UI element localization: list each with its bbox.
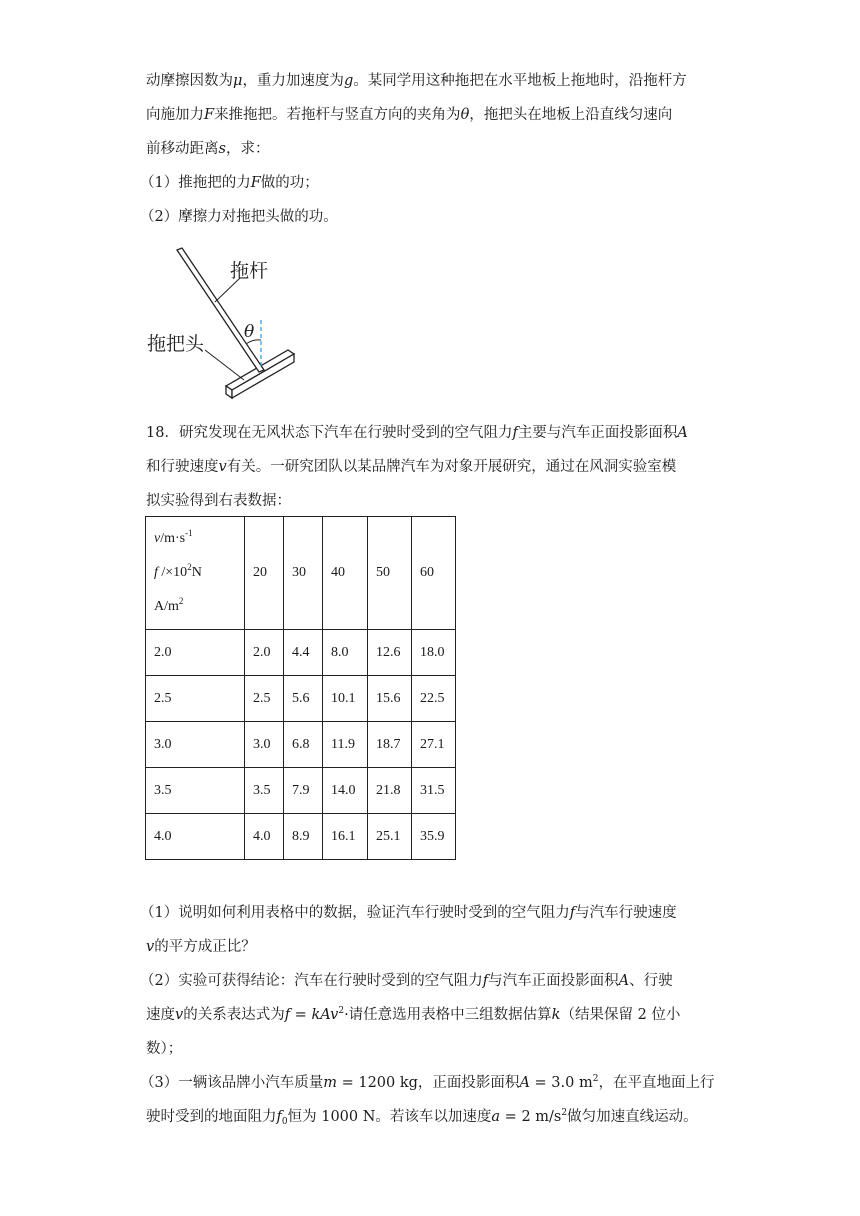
table-cell: 21.8 <box>368 768 412 814</box>
table-row <box>146 722 456 768</box>
text-segment: 18．研究发现在无风状态下汽车在行驶时受到的空气阻力 <box>146 425 513 441</box>
area-cell: 2.0 <box>146 630 245 676</box>
symbol-f: f <box>569 905 576 921</box>
unit-sup: 2 <box>187 562 192 572</box>
symbol-f: f <box>154 565 158 580</box>
q2-line-2 <box>146 1005 680 1025</box>
table-cell: 8.0 <box>323 630 368 676</box>
text-segment: 主要与汽车正面投影面积 <box>517 425 678 441</box>
text-segment: 前移动距离 <box>146 141 219 157</box>
symbol-F: F <box>204 107 215 123</box>
text-segment: = <box>290 1007 312 1023</box>
table-row <box>146 630 456 676</box>
text-segment: ，重力加速度为 <box>242 73 344 89</box>
symbol-mu: μ <box>233 73 243 89</box>
text-segment: = 2 m/s <box>500 1109 562 1125</box>
table-cell: 11.9 <box>323 722 368 768</box>
table-cell: 8.9 <box>284 814 323 860</box>
text-segment: 速度 <box>146 1007 175 1023</box>
text-segment: （结果保留 2 位小 <box>560 1007 681 1023</box>
table-cell: 7.9 <box>284 768 323 814</box>
symbol-f: f <box>482 973 489 989</box>
text-segment: 和行驶速度 <box>146 459 219 475</box>
table-cell: 6.8 <box>284 722 323 768</box>
symbol-a: a <box>491 1109 501 1125</box>
label-rod: 拖杆 <box>230 260 269 282</box>
text-segment: （2）摩擦力对拖把头做的功。 <box>140 209 338 225</box>
symbol-theta: θ <box>460 107 470 123</box>
question-1 <box>140 173 319 193</box>
unit-text: A/m <box>154 599 179 614</box>
label-angle: θ <box>244 322 255 342</box>
symbol-F: F <box>250 175 261 191</box>
speed-header: 20 <box>245 517 284 630</box>
text-segment: 驶时受到的地面阻力 <box>146 1109 277 1125</box>
table-cell: 18.7 <box>368 722 412 768</box>
table-cell: 12.6 <box>368 630 412 676</box>
unit-sup: -1 <box>185 528 193 538</box>
text-segment: = 3.0 m <box>529 1075 593 1091</box>
problem18-line-3 <box>146 491 291 511</box>
speed-header: 60 <box>412 517 456 630</box>
area-cell: 3.5 <box>146 768 245 814</box>
unit-text: /×10 <box>157 565 188 580</box>
table-header-row <box>146 517 456 630</box>
header-v <box>154 522 244 556</box>
table-header-cell <box>146 517 245 630</box>
text-segment: （1）推拖把的力 <box>140 175 251 191</box>
mop-figure <box>140 240 310 405</box>
header-f <box>154 556 244 590</box>
text-segment: 拟实验得到右表数据： <box>146 493 291 509</box>
unit-sup: 2 <box>592 1074 599 1084</box>
symbol-A: A <box>677 425 688 441</box>
q3-line-1 <box>140 1073 714 1093</box>
text-segment: ，在平直地面上行 <box>598 1075 715 1091</box>
table-cell: 25.1 <box>368 814 412 860</box>
text-segment: 恒为 1000 N。若该车以加速度 <box>287 1109 492 1125</box>
symbol-m: m <box>323 1075 337 1091</box>
text-segment: 动摩擦因数为 <box>146 73 233 89</box>
q2-line-1 <box>140 971 673 991</box>
text-segment: 。某同学用这种拖把在水平地板上拖地时，沿拖杆方 <box>353 73 687 89</box>
symbol-k: k <box>551 1007 561 1023</box>
text-segment: （2）实验可获得结论：汽车在行驶时受到的空气阻力 <box>140 973 483 989</box>
symbol-v: v <box>154 531 161 546</box>
text-segment: = 1200 kg，正面投影面积 <box>336 1075 520 1091</box>
table-cell: 4.4 <box>284 630 323 676</box>
text-segment: 的平方成正比？ <box>154 939 256 955</box>
table-cell: 4.0 <box>245 814 284 860</box>
header-A <box>154 590 244 624</box>
unit-text: /m·s <box>160 531 186 546</box>
speed-header: 30 <box>284 517 323 630</box>
problem18-line-2 <box>146 457 676 477</box>
symbol-f0: f <box>276 1109 282 1125</box>
table-cell: 2.0 <box>245 630 284 676</box>
unit-text: N <box>191 565 202 580</box>
table-cell: 14.0 <box>323 768 368 814</box>
table-cell: 3.5 <box>245 768 284 814</box>
text-segment: 的关系表达式为 <box>183 1007 285 1023</box>
symbol-A: A <box>618 973 630 989</box>
area-cell: 4.0 <box>146 814 245 860</box>
symbol-g: g <box>343 73 354 89</box>
text-segment: ，拖把头在地板上沿直线匀速向 <box>469 107 673 123</box>
q1-line-2 <box>146 937 256 957</box>
table-cell: 5.6 <box>284 676 323 722</box>
text-segment: ，求： <box>225 141 270 157</box>
question-2 <box>140 207 338 227</box>
symbol-A: A <box>519 1075 530 1091</box>
table-cell: 3.0 <box>245 722 284 768</box>
symbol-v: v <box>218 459 227 475</box>
problem18-line-1 <box>146 423 688 443</box>
table-row <box>146 768 456 814</box>
speed-header: 40 <box>323 517 368 630</box>
table-cell: 16.1 <box>323 814 368 860</box>
text-segment: 向施加力 <box>146 107 204 123</box>
text-segment: 有关。一研究团队以某品牌汽车为对象开展研究，通过在风洞实验室模 <box>226 459 677 475</box>
area-cell: 3.0 <box>146 722 245 768</box>
data-table <box>145 516 456 860</box>
text-line-1 <box>146 71 687 91</box>
symbol-s: s <box>218 141 226 157</box>
text-segment: （1）说明如何利用表格中的数据，验证汽车行驶时受到的空气阻力 <box>140 905 570 921</box>
table-row <box>146 814 456 860</box>
text-segment: 来推拖把。若拖杆与竖直方向的夹角为 <box>214 107 461 123</box>
text-segment: 与汽车正面投影面积 <box>488 973 619 989</box>
text-line-2 <box>146 105 672 125</box>
text-segment: 、行驶 <box>629 973 673 989</box>
symbol-v: v <box>175 1007 184 1023</box>
text-segment: 做的功； <box>260 175 319 191</box>
symbol-f: f <box>284 1007 291 1023</box>
text-segment: 与汽车行驶速度 <box>575 905 677 921</box>
formula-kAv: kAv <box>311 1007 339 1023</box>
unit-sup: 2 <box>178 596 184 606</box>
symbol-v: v <box>146 939 155 955</box>
area-cell: 2.5 <box>146 676 245 722</box>
symbol-f: f <box>512 425 518 441</box>
symbol-sub: 0 <box>281 1117 288 1127</box>
text-line-3 <box>146 139 269 159</box>
text-segment: （3）一辆该品牌小汽车质量 <box>140 1075 324 1091</box>
text-segment: 做匀加速直线运动。 <box>567 1109 698 1125</box>
table-cell: 10.1 <box>323 676 368 722</box>
label-head: 拖把头 <box>147 333 205 355</box>
table-cell: 22.5 <box>412 676 456 722</box>
table-cell: 15.6 <box>368 676 412 722</box>
unit-sup: 2 <box>561 1108 568 1118</box>
table-row <box>146 676 456 722</box>
q3-line-2 <box>146 1107 698 1127</box>
speed-header: 50 <box>368 517 412 630</box>
q1-line-1 <box>140 903 677 923</box>
formula-sup: 2 <box>338 1006 345 1016</box>
q2-line-3 <box>146 1039 182 1059</box>
text-segment: 数）； <box>146 1041 183 1057</box>
table-cell: 31.5 <box>412 768 456 814</box>
table-cell: 2.5 <box>245 676 284 722</box>
table-cell: 27.1 <box>412 722 456 768</box>
table-cell: 18.0 <box>412 630 456 676</box>
head-leader-line <box>205 350 244 380</box>
text-segment: ·请任意选用表格中三组数据估算 <box>344 1007 552 1023</box>
table-cell: 35.9 <box>412 814 456 860</box>
